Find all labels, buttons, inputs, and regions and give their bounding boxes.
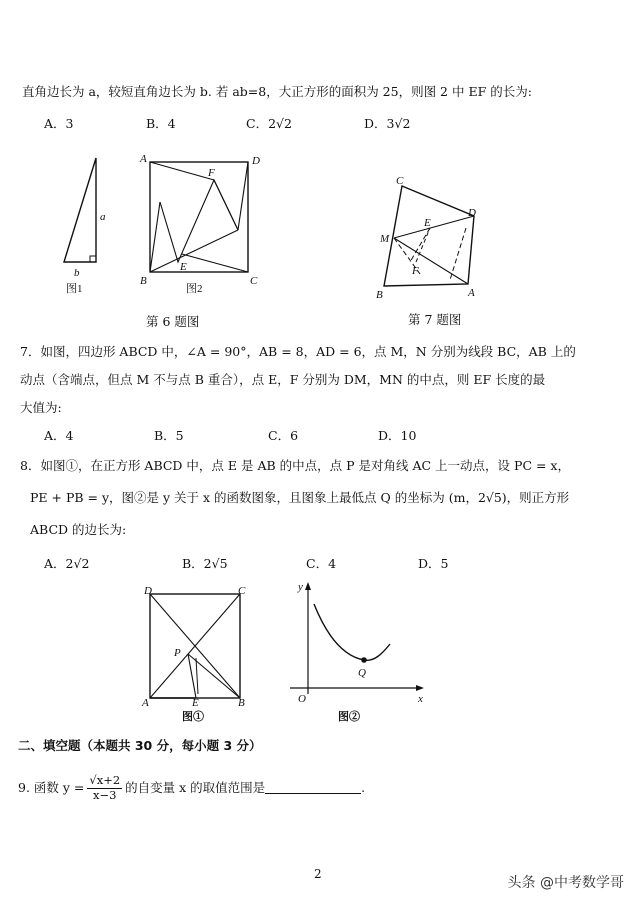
- q7-label-F: F: [412, 265, 419, 277]
- q6-option-c: C．2√2: [246, 116, 292, 131]
- q6-figure-title: 第 6 题图: [146, 314, 200, 329]
- q6-option-b: B．4: [146, 116, 176, 131]
- q6-figure-1: [52, 150, 122, 300]
- q8-label-C: C: [238, 585, 246, 597]
- q6-option-d: D．3√2: [364, 116, 411, 131]
- q8-label-E: E: [192, 697, 199, 709]
- q9-end: .: [361, 779, 366, 795]
- q8-stem-line3: ABCD 的边长为:: [30, 522, 127, 537]
- q6-option-a: A．3: [44, 116, 74, 131]
- q7-label-E: E: [424, 217, 431, 229]
- q7-label-M: M: [380, 233, 390, 245]
- q8-option-b: B．2√5: [182, 556, 228, 571]
- q8-fig1-caption: 图①: [182, 711, 204, 723]
- q7-option-d: D．10: [378, 428, 417, 443]
- q8-label-A: A: [142, 697, 149, 709]
- q8-option-c: C．4: [306, 556, 337, 571]
- q8-figure-2: [280, 574, 430, 726]
- q8-option-a: A．2√2: [44, 556, 90, 571]
- q9-answer-blank[interactable]: [265, 783, 361, 794]
- q9-prefix: 9. 函数 y =: [18, 779, 85, 795]
- q7-stem-line1: 7．如图，四边形 ABCD 中，∠A = 90°，AB = 8，AD = 6，点 M，N 分别为线段 BC，AB 上的: [20, 344, 576, 359]
- watermark: 头条 @中考数学哥: [507, 875, 624, 891]
- q7-figure: [370, 170, 490, 302]
- q6-fig2-caption: 图2: [186, 283, 203, 295]
- section-2-header: 二、填空题（本题共 30 分，每小题 3 分）: [18, 738, 262, 753]
- q8-axis-x: x: [418, 693, 423, 705]
- q8-label-P: P: [174, 647, 181, 659]
- q8-figure-1: [136, 582, 256, 724]
- q6-label-E: E: [180, 261, 187, 273]
- q9-line: [18, 768, 365, 808]
- q6-label-D: D: [252, 155, 260, 167]
- q7-option-b: B．5: [154, 428, 184, 443]
- q6-figure-2: [134, 150, 274, 300]
- q6-label-C: C: [250, 275, 258, 287]
- q7-label-A: A: [468, 287, 475, 299]
- q7-figure-title: 第 7 题图: [408, 312, 462, 327]
- q6-label-B: B: [140, 275, 147, 287]
- q8-label-B: B: [238, 697, 245, 709]
- q8-origin: O: [298, 693, 306, 705]
- q7-label-D: D: [468, 207, 476, 219]
- q8-option-d: D．5: [418, 556, 449, 571]
- q8-stem-line1: 8．如图①，在正方形 ABCD 中，点 E 是 AB 的中点，点 P 是对角线 AC 上一动点，设 PC = x，: [20, 458, 570, 473]
- q9-suffix: 的自变量 x 的取值范围是: [125, 779, 266, 795]
- q8-axis-y: y: [298, 581, 303, 593]
- q9-denominator: x−3: [93, 787, 117, 802]
- q9-fraction: [87, 775, 122, 801]
- q8-stem-line2: PE + PB = y，图②是 y 关于 x 的函数图象，且图象上最低点 Q 的坐标为 (m，2√5)，则正方形: [30, 490, 570, 505]
- q7-option-c: C．6: [268, 428, 299, 443]
- q6-label-a: a: [100, 211, 106, 223]
- q8-label-D: D: [144, 585, 152, 597]
- q6-label-A: A: [140, 153, 147, 165]
- q9-numerator: √x+2: [89, 773, 121, 787]
- page-number: 2: [314, 867, 322, 881]
- q7-option-a: A．4: [44, 428, 74, 443]
- q6-label-F: F: [208, 167, 215, 179]
- q7-label-C: C: [396, 175, 404, 187]
- q7-stem-line3: 大值为:: [20, 400, 62, 415]
- q7-label-B: B: [376, 289, 383, 301]
- q6-label-b: b: [74, 267, 80, 279]
- q8-fig2-caption: 图②: [338, 711, 360, 723]
- q6-fig1-caption: 图1: [66, 283, 83, 295]
- q7-stem-line2: 动点（含端点，但点 M 不与点 B 重合），点 E，F 分别为 DM，MN 的中点，则 EF 长度的最: [20, 372, 546, 387]
- q6-stem-tail: 直角边长为 a，较短直角边长为 b. 若 ab=8，大正方形的面积为 25，则图 2 中 EF 的长为:: [22, 84, 532, 99]
- q8-label-Q: Q: [358, 667, 366, 679]
